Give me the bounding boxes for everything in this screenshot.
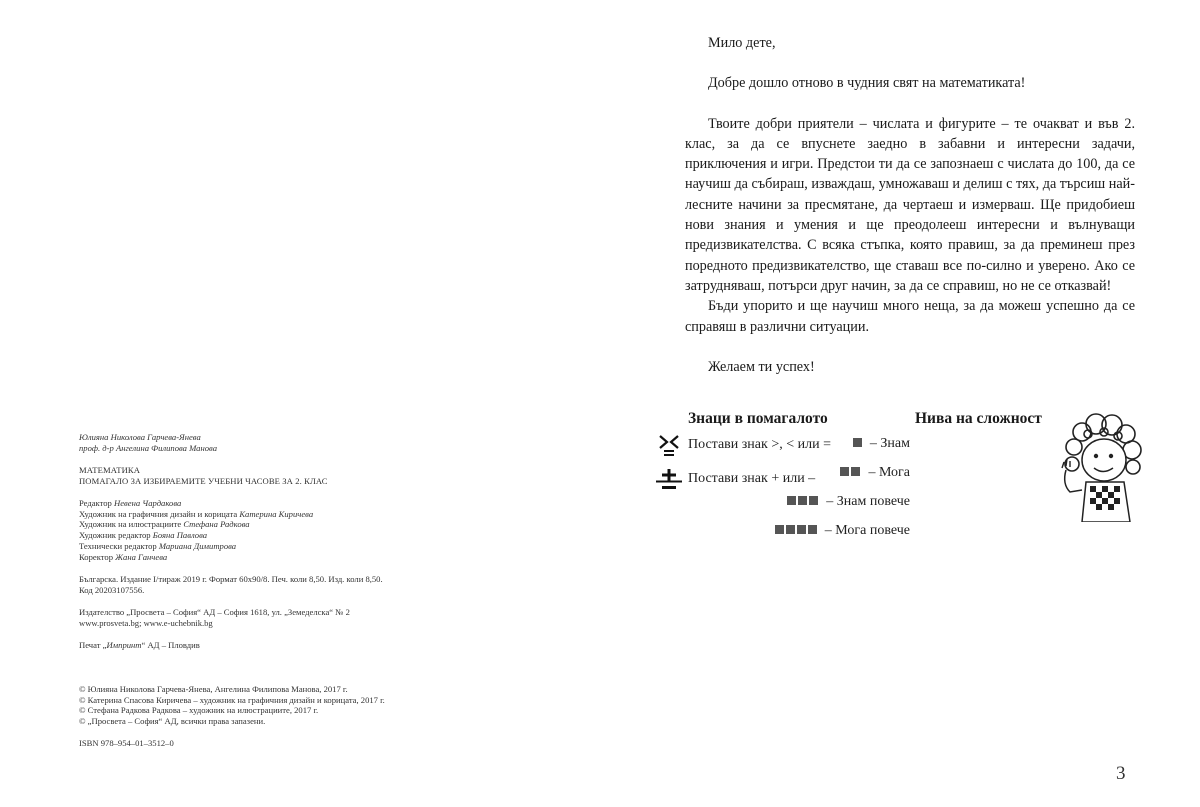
level-label: – Знам повече bbox=[826, 494, 910, 509]
sign-label-plus-minus: Постави знак + или – bbox=[688, 471, 816, 486]
publisher-line: Издателство „Просвета – София“ АД – София 1618, ул. „Земеделска“ № 2 bbox=[79, 606, 350, 617]
letter-greeting: Мило дете, bbox=[708, 35, 776, 51]
copyright-line: © Юлияна Николова Гарчева-Янева, Ангелина Филипова Манова, 2017 г. bbox=[79, 683, 348, 694]
author-2: проф. д-р Ангелина Филипова Манова bbox=[79, 442, 217, 453]
publisher-website: www.prosveta.bg; www.e-uchebnik.bg bbox=[79, 617, 213, 628]
level-squares bbox=[773, 523, 817, 539]
credit-line: Художник редактор Бояна Павлова bbox=[79, 530, 208, 541]
level-squares bbox=[838, 465, 860, 481]
author-1: Юлияна Николова Гарчева-Янева bbox=[79, 432, 201, 442]
level-label: – Знам bbox=[869, 436, 910, 451]
letter-welcome: Добре дошло отново в чудния свят на математиката! bbox=[708, 75, 1026, 92]
level-row-2 bbox=[650, 465, 910, 481]
isbn: ISBN 978–954–01–3512–0 bbox=[79, 738, 174, 749]
level-label: – Мога повече bbox=[824, 523, 910, 538]
level-row-4 bbox=[650, 523, 910, 539]
copyright-line: © „Просвета – София“ АД, всички права запазени. bbox=[79, 716, 266, 727]
printer-line: Печат „Импринт“ АД – Пловдив bbox=[79, 639, 200, 650]
credit-line: Коректор Жана Ганчева bbox=[79, 552, 168, 563]
credit-line: Редактор Невена Чардакова bbox=[79, 497, 182, 508]
levels-heading: Нива на сложност bbox=[915, 410, 1042, 427]
imprint bbox=[79, 432, 499, 749]
level-label: – Мога bbox=[868, 465, 910, 480]
level-squares bbox=[851, 436, 862, 452]
credit-line: Технически редактор Мариана Димитрова bbox=[79, 541, 237, 552]
level-row-3 bbox=[650, 494, 910, 510]
print-info-line: Код 20203107556. bbox=[79, 584, 145, 595]
print-info-line: Българска. Издание I/тираж 2019 г. Формат 60х90/8. Печ. коли 8,50. Изд. коли 8,50. bbox=[79, 574, 383, 585]
signs-heading: Знаци в помагалото bbox=[688, 410, 828, 427]
credit-line: Художник на илюстрациите Стефана Радкова bbox=[79, 519, 250, 530]
copyright-line: © Катерина Спасова Киричева – художник на графичния дизайн и корицата, 2017 г. bbox=[79, 694, 385, 705]
letter-closing: Желаем ти успех! bbox=[708, 358, 815, 375]
level-squares bbox=[785, 494, 818, 510]
level-row-1 bbox=[650, 436, 910, 452]
book-subtitle: ПОМАГАЛО ЗА ИЗБИРАЕМИТЕ УЧЕБНИ ЧАСОВЕ ЗА 2. КЛАС bbox=[79, 475, 328, 486]
credit-line: Художник на графичния дизайн и корицата Катерина Киричева bbox=[79, 508, 314, 519]
letter bbox=[685, 33, 1135, 377]
letter-paragraph-1: Твоите добри приятели – числата и фигурите – те очакват и във 2. клас, за да се впуснете заедно в забавни и интересни задачи, приключения и игри. Предстои ти да се запознаеш с числата до 100, да се научиш да събираш, изваждаш, умножаваш и делиш с тях, да търсиш най-лесните начини за пресмятане, да чертаеш и измерваш. Ще придобиеш нови знания и умения и ще преодолееш интересни и вълнуващи предизвикателства. С всяка стъпка, която правиш, за да преминеш през поредното предизвикателство, ще ставаш все по-силно и уверено. Ако се затрудняваш, потърси друг начин, за да се справиш, но не се отказвай! bbox=[685, 115, 1135, 294]
letter-paragraph-2: Бъди упорито и ще научиш много неща, за да можеш успешно да се справяш в различни ситуации. bbox=[685, 298, 1135, 335]
book-title: МАТЕМАТИКА bbox=[79, 464, 141, 475]
copyright-line: © Стефана Радкова Радкова – художник на илюстрациите, 2017 г. bbox=[79, 705, 319, 716]
sign-label-compare: Постави знак >, < или = bbox=[688, 437, 831, 452]
child-illustration bbox=[1058, 412, 1146, 522]
page-number: 3 bbox=[1116, 763, 1126, 784]
